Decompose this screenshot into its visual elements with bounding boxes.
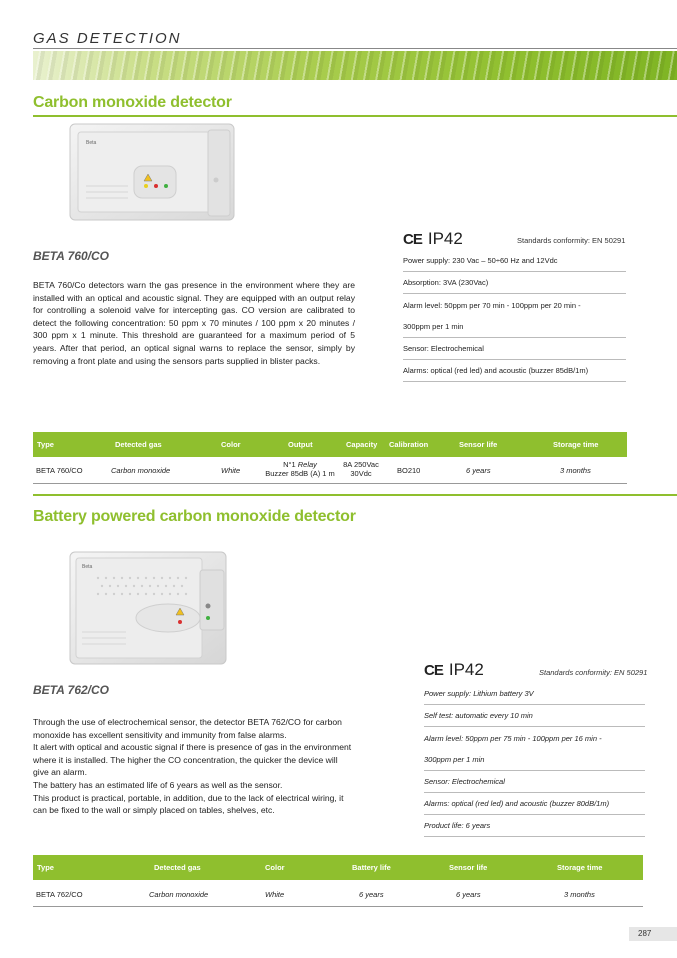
spec-item: Alarm level: 50ppm per 70 min - 100ppm per 20 min - (403, 300, 581, 310)
table-row (33, 880, 643, 907)
output-relay-prefix: N°1 (283, 460, 298, 469)
cell-output (265, 460, 335, 478)
cell-battery-life: 6 years (359, 890, 384, 899)
column-header: Storage time (557, 863, 603, 872)
spec-item: Alarms: optical (red led) and acoustic (buzzer 85dB/1m) (403, 360, 626, 382)
spec-item: 300ppm per 1 min (403, 316, 626, 338)
device-brand-label: Beta (82, 564, 93, 570)
ip-rating: IP42 (448, 660, 484, 679)
spec-item: 300ppm per 1 min (424, 749, 645, 771)
spec-item: Power supply: Lithium battery 3V (424, 683, 645, 705)
column-header: Color (265, 863, 285, 872)
header-divider (33, 48, 677, 49)
spec-item: Self test: automatic every 10 min (424, 705, 645, 727)
description-paragraph: It alert with optical and acoustic signal if there is presence of gas in the environment where it is installed. The higher the CO concentration, the quicker the device will give an alarm. (33, 742, 352, 778)
spec-item: Sensor: Electrochemical (403, 338, 626, 360)
cell-capacity (342, 460, 380, 478)
description-paragraph: BETA 760/Co detectors warn the gas presence in the environment where they are installed with an optical and acoustic signal. They are equipped with an output relay for controlling a solenoid valve for intercepting gas. CO version are calibrated to detect the following concentration: 50 ppm x 70 minutes / 100 ppm x 20 minutes / 300 ppm x 1 minute. This threshold are guaranteed for a maximum period of 5 years. After that period, an optical signal warns to replace the sensor, simply by removing a front plate and using the sensors parts supplied in blister packs. (33, 280, 355, 366)
column-header: Output (288, 440, 313, 449)
spec-list (424, 683, 645, 837)
column-header: Battery life (352, 863, 391, 872)
column-header: Detected gas (115, 440, 162, 449)
cell-sensor-life: 6 years (456, 890, 481, 899)
capacity-dc: 30Vdc (350, 469, 372, 478)
column-header: Storage time (553, 440, 599, 449)
title-underline (33, 494, 677, 496)
table-header (33, 855, 643, 880)
spec-item: Sensor: Electrochemical (424, 771, 645, 793)
cell-storage: 3 months (560, 466, 591, 475)
spec-item: Absorption: 3VA (230Vac) (403, 272, 626, 294)
column-header: Detected gas (154, 863, 201, 872)
spec-item: Alarm level: 50ppm per 75 min - 100ppm per 16 min - (424, 733, 602, 743)
ip-rating: IP42 (427, 229, 463, 248)
column-header: Color (221, 440, 241, 449)
column-header: Calibration (389, 440, 429, 449)
page-number-box (629, 927, 677, 941)
standards-conformity: Standards conformity: EN 50291 (539, 668, 648, 677)
product-title: Carbon monoxide detector (33, 94, 232, 111)
product-description (33, 279, 355, 367)
beta-762-device-image (68, 550, 230, 668)
product-title: Battery powered carbon monoxide detector (33, 508, 356, 525)
description-paragraph: This product is practical, portable, in addition, due to the lack of electrical wiring, it can be fixed to the wall or simply placed on tables, shelves, etc. (33, 792, 344, 816)
spec-item: Product life: 6 years (424, 815, 645, 837)
description-paragraph: The battery has an estimated life of 6 years as well as the sensor. (33, 779, 283, 790)
standards-conformity: Standards conformity: EN 50291 (517, 236, 626, 245)
capacity-ac: 8A 250Vac (343, 460, 379, 469)
spec-item: Alarms: optical (red led) and acoustic (buzzer 80dB/1m) (424, 793, 645, 815)
column-header: Type (37, 440, 54, 449)
spec-item: Power supply: 230 Vac – 50÷60 Hz and 12Vdc (403, 250, 626, 272)
certification-row (403, 229, 463, 249)
cell-calibration: BO210 (397, 466, 421, 475)
column-header: Capacity (346, 440, 378, 449)
product-description (33, 716, 355, 817)
column-header: Sensor life (459, 440, 498, 449)
cell-color: White (221, 466, 241, 475)
product-model: BETA 760/CO (33, 249, 110, 263)
section-label: GAS DETECTION (33, 30, 182, 47)
cell-gas: Carbon monoxide (111, 466, 171, 475)
description-paragraph: Through the use of electrochemical sensor, the detector BETA 762/CO for carbon monoxide has excellent sensitivity and immunity from false alarms. (33, 717, 342, 740)
output-buzzer: Buzzer 85dB (A) 1 m (265, 469, 335, 478)
cell-gas: Carbon monoxide (149, 890, 209, 899)
certification-row (424, 660, 484, 680)
column-header: Type (37, 863, 54, 872)
cell-type: BETA 760/CO (36, 466, 83, 475)
product-model: BETA 762/CO (33, 683, 110, 697)
cell-sensor-life: 6 years (466, 466, 491, 475)
header-banner (33, 51, 677, 80)
spec-list (403, 250, 626, 382)
cell-color: White (265, 890, 285, 899)
ce-mark-icon: CE (403, 230, 422, 248)
page-number: 287 (638, 929, 652, 938)
cell-type: BETA 762/CO (36, 890, 83, 899)
column-header: Sensor life (449, 863, 488, 872)
title-underline (33, 115, 677, 117)
ce-mark-icon: CE (424, 661, 443, 679)
beta-760-device-image (68, 122, 238, 222)
output-relay: Relay (297, 460, 317, 469)
cell-storage: 3 months (564, 890, 595, 899)
table-header (33, 432, 627, 457)
table-row (33, 457, 627, 484)
device-brand-label: Beta (86, 140, 97, 146)
